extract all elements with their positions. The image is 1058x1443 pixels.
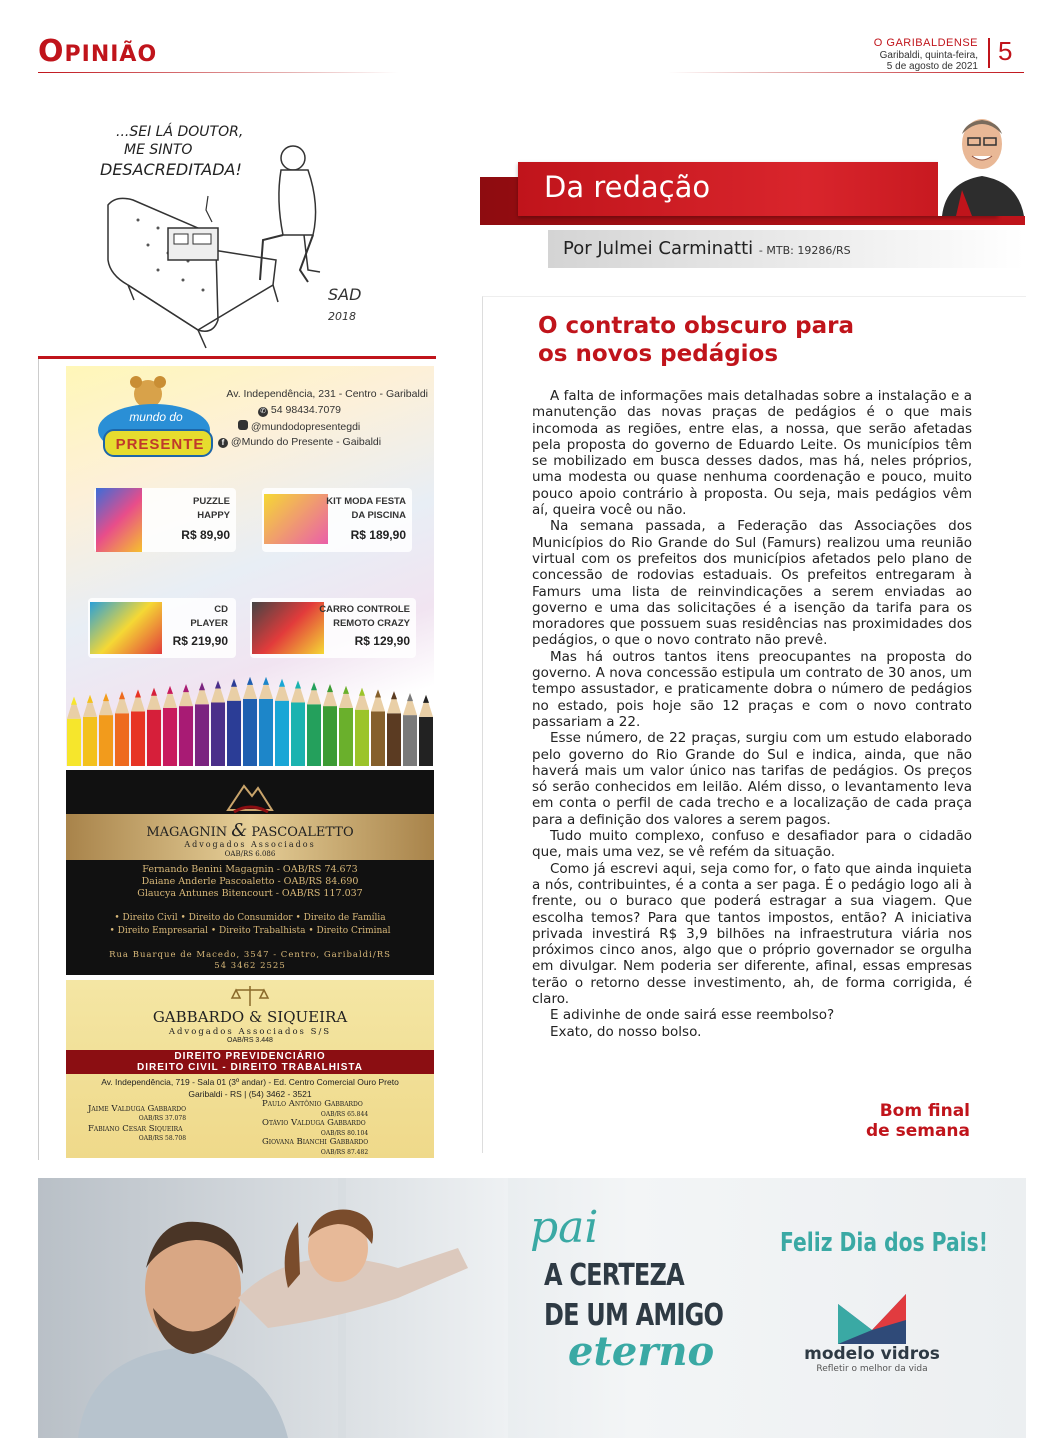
modelo-vidros-logo-icon — [836, 1290, 908, 1346]
law-firm-name-b: PASCOALETTO — [251, 825, 354, 840]
headline-line2: os novos pedágios — [538, 341, 779, 367]
section-title-rest: PINIÃO — [64, 42, 158, 67]
column-name: Da redação — [544, 170, 711, 204]
ad-greeting: Feliz Dia dos Pais! — [780, 1228, 988, 1258]
practice-band-line2: DIREITO CIVIL - DIREITO TRABALHISTA — [137, 1062, 363, 1073]
law-firm-practice-band — [66, 1050, 434, 1074]
practice-areas-line2: • Direito Empresarial • Direito Trabalhista • Direito Criminal — [109, 926, 391, 936]
signoff-line1: Bom final — [879, 1101, 970, 1121]
product-name-line1: CARRO CONTROLE — [319, 604, 410, 615]
ad-headline-line1: A CERTEZA — [544, 1258, 684, 1293]
product-image-pool-kit — [264, 494, 328, 544]
page-number: 5 — [998, 36, 1013, 66]
colored-pencil — [227, 679, 241, 766]
toy-store-phone — [258, 404, 341, 417]
toy-store-logo-top: mundo do — [129, 410, 183, 424]
law-firm-oab: OAB/RS 3.448 — [227, 1037, 273, 1044]
lawyer-entry: Fernando Benini Magagnin - OAB/RS 74.673 — [142, 864, 358, 875]
law-firm-address: Rua Buarque de Macedo, 3547 - Centro, Garibaldi/RS — [109, 950, 391, 960]
product-card — [88, 598, 236, 658]
facebook-icon: f — [218, 438, 228, 448]
colored-pencil — [211, 681, 225, 767]
law-firm-city-phone: Garibaldi - RS | (54) 3462 - 3521 — [188, 1089, 312, 1099]
toy-store-facebook — [218, 436, 381, 448]
colored-pencil — [67, 697, 81, 766]
colored-pencil — [371, 690, 385, 767]
lawyer-oab: OAB/RS 80.104 — [320, 1129, 369, 1137]
colored-pencil — [259, 677, 273, 766]
editorial-cartoon — [38, 110, 436, 356]
product-card — [262, 488, 412, 552]
colored-pencil — [99, 693, 113, 766]
colored-pencil — [243, 677, 257, 766]
lawyer-oab: OAB/RS 65.844 — [320, 1110, 369, 1118]
product-name-line1: PUZZLE — [193, 496, 230, 507]
header-separator — [988, 38, 990, 68]
ad-headline-line2: DE UM AMIGO — [544, 1298, 724, 1333]
lawyer-name: Giovana Bianchi Gabbardo — [262, 1137, 369, 1147]
toy-store-logo — [96, 372, 216, 464]
article-paragraph: Mas há outros tantos itens preocupantes na proposta do governo. A nova concessão estipula um contrato de 30 anos, um tempo assustador, e praticamente dobra o número de pedágios no estado, pois hoje são 12 praças e com o novo contrato passariam a 22. — [532, 648, 972, 730]
article-paragraph: A falta de informações mais detalhadas sobre a instalação e a manutenção das novas praças de pedágios é o que mais incomoda as regiões, entre elas, a nossa, que serão afetadas pela proposta do governo de Eduardo Leite. Os municípios têm se mobilizado em busca desses dados, mas há, neles próprios, uma modesta ou quase nenhuma coordenação e pouco, muito pouco apoio contrário à proposta. Ou seja, mais pedágios vêm aí, queira você ou não. — [532, 388, 972, 519]
law-firm-name-a: MAGAGNIN — [146, 825, 228, 840]
cartoon-speech-line3: DESACREDITADA! — [100, 160, 242, 179]
law-firm-name — [66, 820, 434, 841]
lawyer-name: Paulo Antônio Gabbardo — [262, 1099, 363, 1109]
toy-store-facebook-handle: @Mundo do Presente - Gaibaldi — [230, 436, 382, 448]
law-firm-phone: 54 3462 2525 — [214, 961, 286, 971]
product-image-puzzle — [96, 488, 142, 552]
colored-pencil — [163, 686, 177, 766]
product-card — [250, 598, 416, 658]
product-price: R$ 219,90 — [172, 634, 228, 648]
law-firm-ad-magagnin — [66, 770, 434, 975]
colored-pencil — [195, 682, 209, 766]
article-body — [532, 388, 972, 1040]
product-image-cd-player — [90, 602, 162, 654]
law-firm-name-band — [66, 814, 434, 860]
article-paragraph: Exato, do nosso bolso. — [550, 1023, 702, 1040]
author-registration: - MTB: 19286/RS — [758, 244, 851, 257]
lawyer-entry: Glaucya Antunes Bitencourt - OAB/RS 117.037 — [137, 888, 363, 899]
colored-pencil — [83, 695, 97, 766]
product-name-line1: KIT MODA FESTA — [326, 496, 406, 507]
law-firm-subtitle: Advogados Associados — [184, 840, 316, 849]
law-firm-name: GABBARDO & SIQUEIRA — [152, 1008, 348, 1026]
ad-script-word: pai — [530, 1202, 599, 1253]
colored-pencils-illustration — [66, 672, 434, 766]
author-photo — [938, 110, 1026, 216]
lawyer-entry: Daiane Anderle Pascoaletto - OAB/RS 84.690 — [141, 876, 359, 887]
ad-brand-name: modelo vidros — [804, 1344, 940, 1364]
father-daughter-photo — [38, 1178, 508, 1438]
law-firm-contact — [66, 950, 434, 972]
article-paragraph: E adivinhe de onde sairá esse reembolso? — [550, 1007, 835, 1024]
signoff-line2: de semana — [865, 1121, 970, 1141]
cartoon-speech-line1: ...SEI LÁ DOUTOR, — [116, 124, 244, 140]
colored-pencil — [179, 684, 193, 766]
article-signoff — [790, 1101, 970, 1141]
law-firm-ampersand: & — [231, 820, 248, 841]
colored-pencil — [419, 695, 433, 766]
lawyer-name: Jaime Valduga Gabbardo — [88, 1104, 187, 1114]
product-name-line2: DA PISCINA — [351, 510, 406, 521]
section-title-initial: O — [38, 34, 65, 69]
author-name: Por Julmei Carminatti — [563, 238, 754, 259]
header-divider-right — [668, 72, 1024, 73]
colored-pencil — [131, 690, 145, 767]
product-price: R$ 129,90 — [354, 634, 410, 648]
law-firm-practice-areas — [66, 912, 434, 938]
practice-band-line1: DIREITO PREVIDENCIÁRIO — [174, 1051, 326, 1062]
edition-date — [820, 50, 978, 72]
law-firm-oab: OAB/RS 6.086 — [224, 850, 276, 858]
colored-pencil — [291, 681, 305, 767]
colored-pencil — [339, 686, 353, 766]
colored-pencil — [323, 684, 337, 766]
toy-store-instagram-handle: @mundodopresentegdi — [250, 421, 361, 433]
colored-pencil — [307, 682, 321, 766]
toy-store-ad — [66, 366, 434, 766]
whatsapp-icon: ✆ — [258, 407, 268, 417]
author-portrait — [938, 110, 1026, 216]
law-firm-address: Av. Independência, 719 - Sala 01 (3º andar) - Ed. Centro Comercial Ouro Preto — [101, 1077, 399, 1087]
product-name-line2: REMOTO CRAZY — [333, 618, 410, 629]
newspaper-name: O GARIBALDENSE — [873, 37, 978, 49]
toy-store-logo-main: PRESENTE — [115, 436, 205, 453]
article-paragraph: Tudo muito complexo, confuso e desafiador para o cidadão que, mais uma vez, se vê refém da situação. — [532, 828, 972, 861]
section-title — [38, 34, 157, 69]
product-price: R$ 89,90 — [181, 528, 230, 542]
article-paragraph: Esse número, de 22 praças, surgiu com um estudo elaborado pelo governo do Rio Grande do Sul e indica, ainda, que não haverá mais um valor único nas tarifas de pedágios. Os preços só serão conhecidos em leilão. Além disso, o levantamento leva em conta o perfil de cada trecho e a localização de cada praça para a definição dos valores a serem pagos. — [532, 730, 972, 828]
lawyers-right-column — [262, 1100, 368, 1157]
toy-store-instagram — [238, 420, 360, 433]
header-divider-left — [38, 72, 398, 73]
edition-date-line2: 5 de agosto de 2021 — [886, 61, 978, 72]
product-name-line1: CD — [214, 604, 228, 615]
product-name-line2: HAPPY — [197, 510, 230, 521]
colored-pencil — [387, 691, 401, 766]
article-headline — [538, 312, 978, 368]
edition-date-line1: Garibaldi, quinta-feira, — [879, 50, 978, 61]
toy-store-phone-number: 54 98434.7079 — [270, 404, 341, 416]
cartoon-speech-line2: ME SINTO — [124, 142, 193, 158]
headline-line1: O contrato obscuro para — [538, 313, 854, 339]
byline — [563, 238, 851, 259]
cartoon-year: 2018 — [328, 310, 356, 323]
article-paragraph: Na semana passada, a Federação das Associações dos Municípios do Rio Grande do Sul (Famurs) realizou uma reunião virtual com os prefeitos dos municípios afetados pelo plano de concessão de rodovias estaduais. Os prefeitos entregaram à Famurs uma lista de reinvindicações a serem enviadas ao governo e uma das solicitações é a isenção da tarifa para os moradores que possuem suas residências nas proximidades dos pedágios, o que o novo contrato não prevê. — [532, 518, 972, 649]
colored-pencil — [275, 679, 289, 766]
colored-pencil — [403, 693, 417, 766]
product-price: R$ 189,90 — [350, 528, 406, 542]
lawyer-oab: OAB/RS 87.482 — [320, 1148, 369, 1156]
fathers-day-ad — [38, 1178, 1026, 1438]
lawyer-oab: OAB/RS 37.078 — [138, 1115, 187, 1122]
colored-pencil — [115, 691, 129, 766]
colored-pencil — [147, 688, 161, 766]
cartoon-bottom-rule — [38, 356, 436, 359]
product-card — [94, 488, 236, 552]
law-firm-ad-gabbardo — [66, 980, 434, 1158]
lawyer-name: Fabiano Cesar Siqueira — [88, 1124, 183, 1134]
instagram-icon — [238, 420, 248, 430]
cartoon-signature: SAD — [328, 285, 362, 304]
product-name-line2: PLAYER — [190, 618, 228, 629]
law-firm-subtitle: Advogados Associados S/S — [168, 1027, 332, 1037]
lawyers-left-column — [88, 1104, 186, 1144]
cartoon-drawing — [38, 110, 436, 356]
mountain-logo-icon — [226, 776, 274, 814]
lawyer-name: Otávio Valduga Gabbardo — [262, 1118, 366, 1128]
ad-script-word-2: eterno — [568, 1328, 715, 1375]
law-firm-lawyers — [66, 864, 434, 900]
product-image-rc-car — [252, 602, 324, 654]
scales-of-justice-icon — [230, 984, 270, 1008]
article-paragraph: Como já escrevi aqui, seja como for, o fato que ainda inquieta a nós, contribuintes, é a conta a ser paga. É o pedágio logo ali à frente, ou o buraco que poderá estragar a sua viagem. Que escolha temos? Para que tantos impostos, então? A iniciativa privada investirá R$ 3,9 bilhões na infraestrutura viária nos próximos cinco anos, algo que o próprio governador se orgulha em divulgar. Nem poderia ser diferente, afinal, essas empresas terão o retorno desse investimento, ah, de forma corrigida, é claro. — [532, 860, 972, 1007]
ad-brand-tagline: Refletir o melhor da vida — [816, 1364, 928, 1374]
practice-areas-line1: • Direito Civil • Direito do Consumidor • Direito de Família — [114, 913, 386, 923]
colored-pencil — [355, 688, 369, 766]
toy-store-address: Av. Independência, 231 - Centro - Garibaldi — [226, 388, 428, 400]
lawyer-oab: OAB/RS 58.708 — [138, 1135, 187, 1142]
